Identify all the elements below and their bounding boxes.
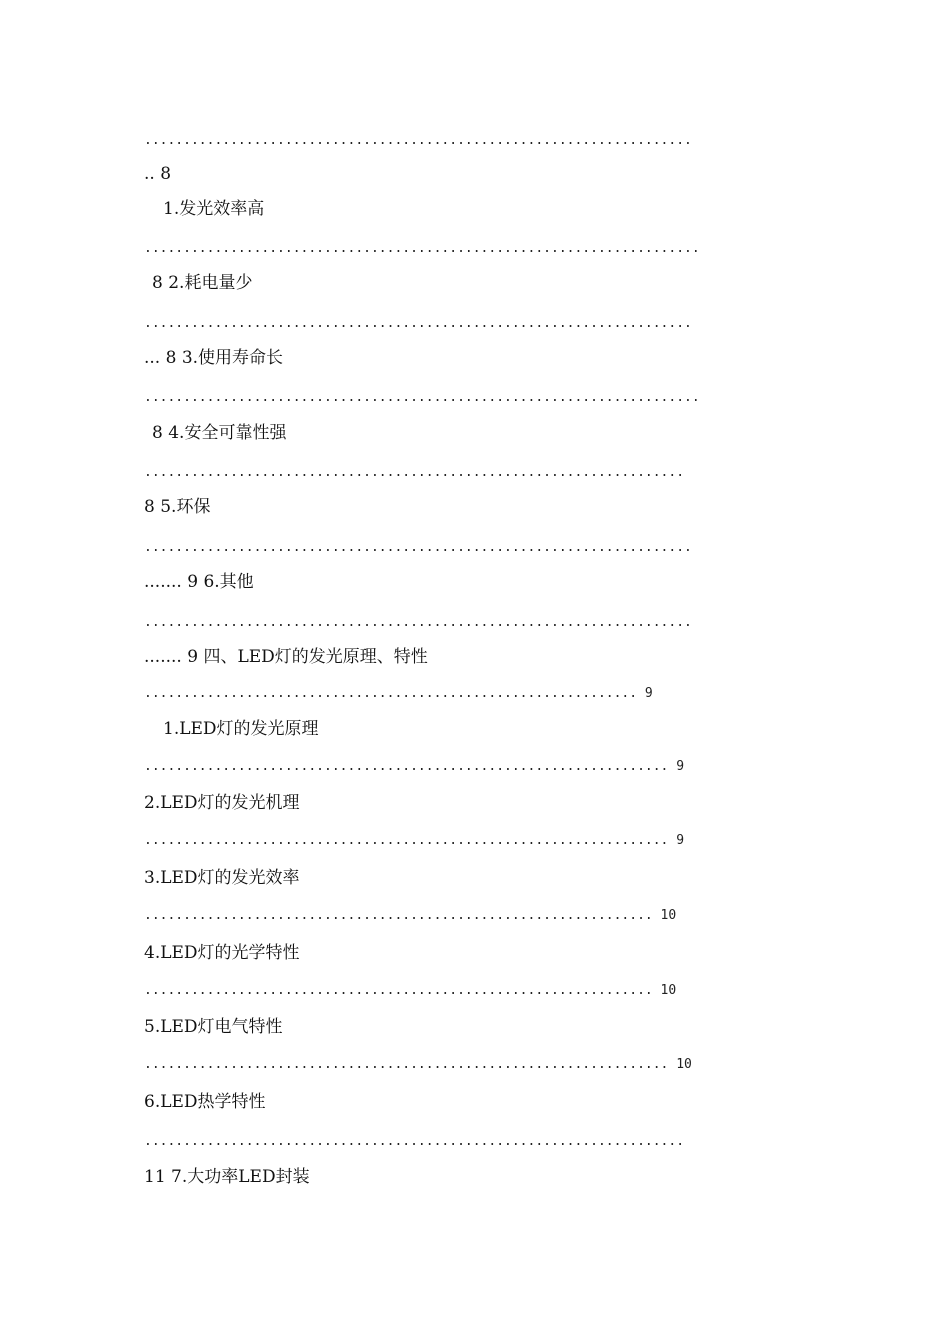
toc-dot-leader: ................................................................... 9 bbox=[144, 759, 685, 774]
toc-dot-leader: ....................................................................... bbox=[144, 390, 700, 405]
toc-entry: ... 8 3.使用寿命长 bbox=[144, 348, 284, 368]
toc-dot-leader: ...................................................................... bbox=[144, 615, 692, 630]
toc-dot-leader: ...................................................................... bbox=[144, 540, 692, 555]
toc-entry: 1.发光效率高 bbox=[163, 199, 265, 219]
toc-entry: 8 2.耗电量少 bbox=[152, 273, 253, 293]
toc-entry: 8 5.环保 bbox=[144, 497, 211, 517]
toc-dot-leader: ...................................................................... bbox=[144, 133, 692, 148]
toc-dot-leader: ................................................................... 10 bbox=[144, 1057, 692, 1072]
toc-entry: 1.LED灯的发光原理 bbox=[163, 719, 319, 739]
toc-entry: 6.LED热学特性 bbox=[144, 1092, 266, 1112]
toc-dot-leader: ............................................................... 9 bbox=[144, 686, 653, 701]
toc-line: .. 8 bbox=[144, 164, 172, 184]
toc-entry: 5.LED灯电气特性 bbox=[144, 1017, 283, 1037]
toc-entry: 8 4.安全可靠性强 bbox=[152, 423, 287, 443]
toc-dot-leader: ..................................................................... bbox=[144, 1134, 685, 1149]
toc-dot-leader: ....................................................................... bbox=[144, 241, 700, 256]
toc-dot-leader: ...................................................................... bbox=[144, 316, 692, 331]
toc-entry: 3.LED灯的发光效率 bbox=[144, 868, 300, 888]
toc-dot-leader: ................................................................. 10 bbox=[144, 908, 677, 923]
toc-dot-leader: ..................................................................... bbox=[144, 465, 685, 480]
toc-entry: ....... 9 6.其他 bbox=[144, 572, 254, 592]
toc-dot-leader: ................................................................. 10 bbox=[144, 983, 677, 998]
toc-entry: ....... 9 四、LED灯的发光原理、特性 bbox=[144, 647, 428, 667]
toc-entry: 2.LED灯的发光机理 bbox=[144, 793, 300, 813]
toc-entry: 4.LED灯的光学特性 bbox=[144, 943, 300, 963]
toc-dot-leader: ................................................................... 9 bbox=[144, 833, 685, 848]
toc-entry: 11 7.大功率LED封装 bbox=[144, 1167, 310, 1187]
